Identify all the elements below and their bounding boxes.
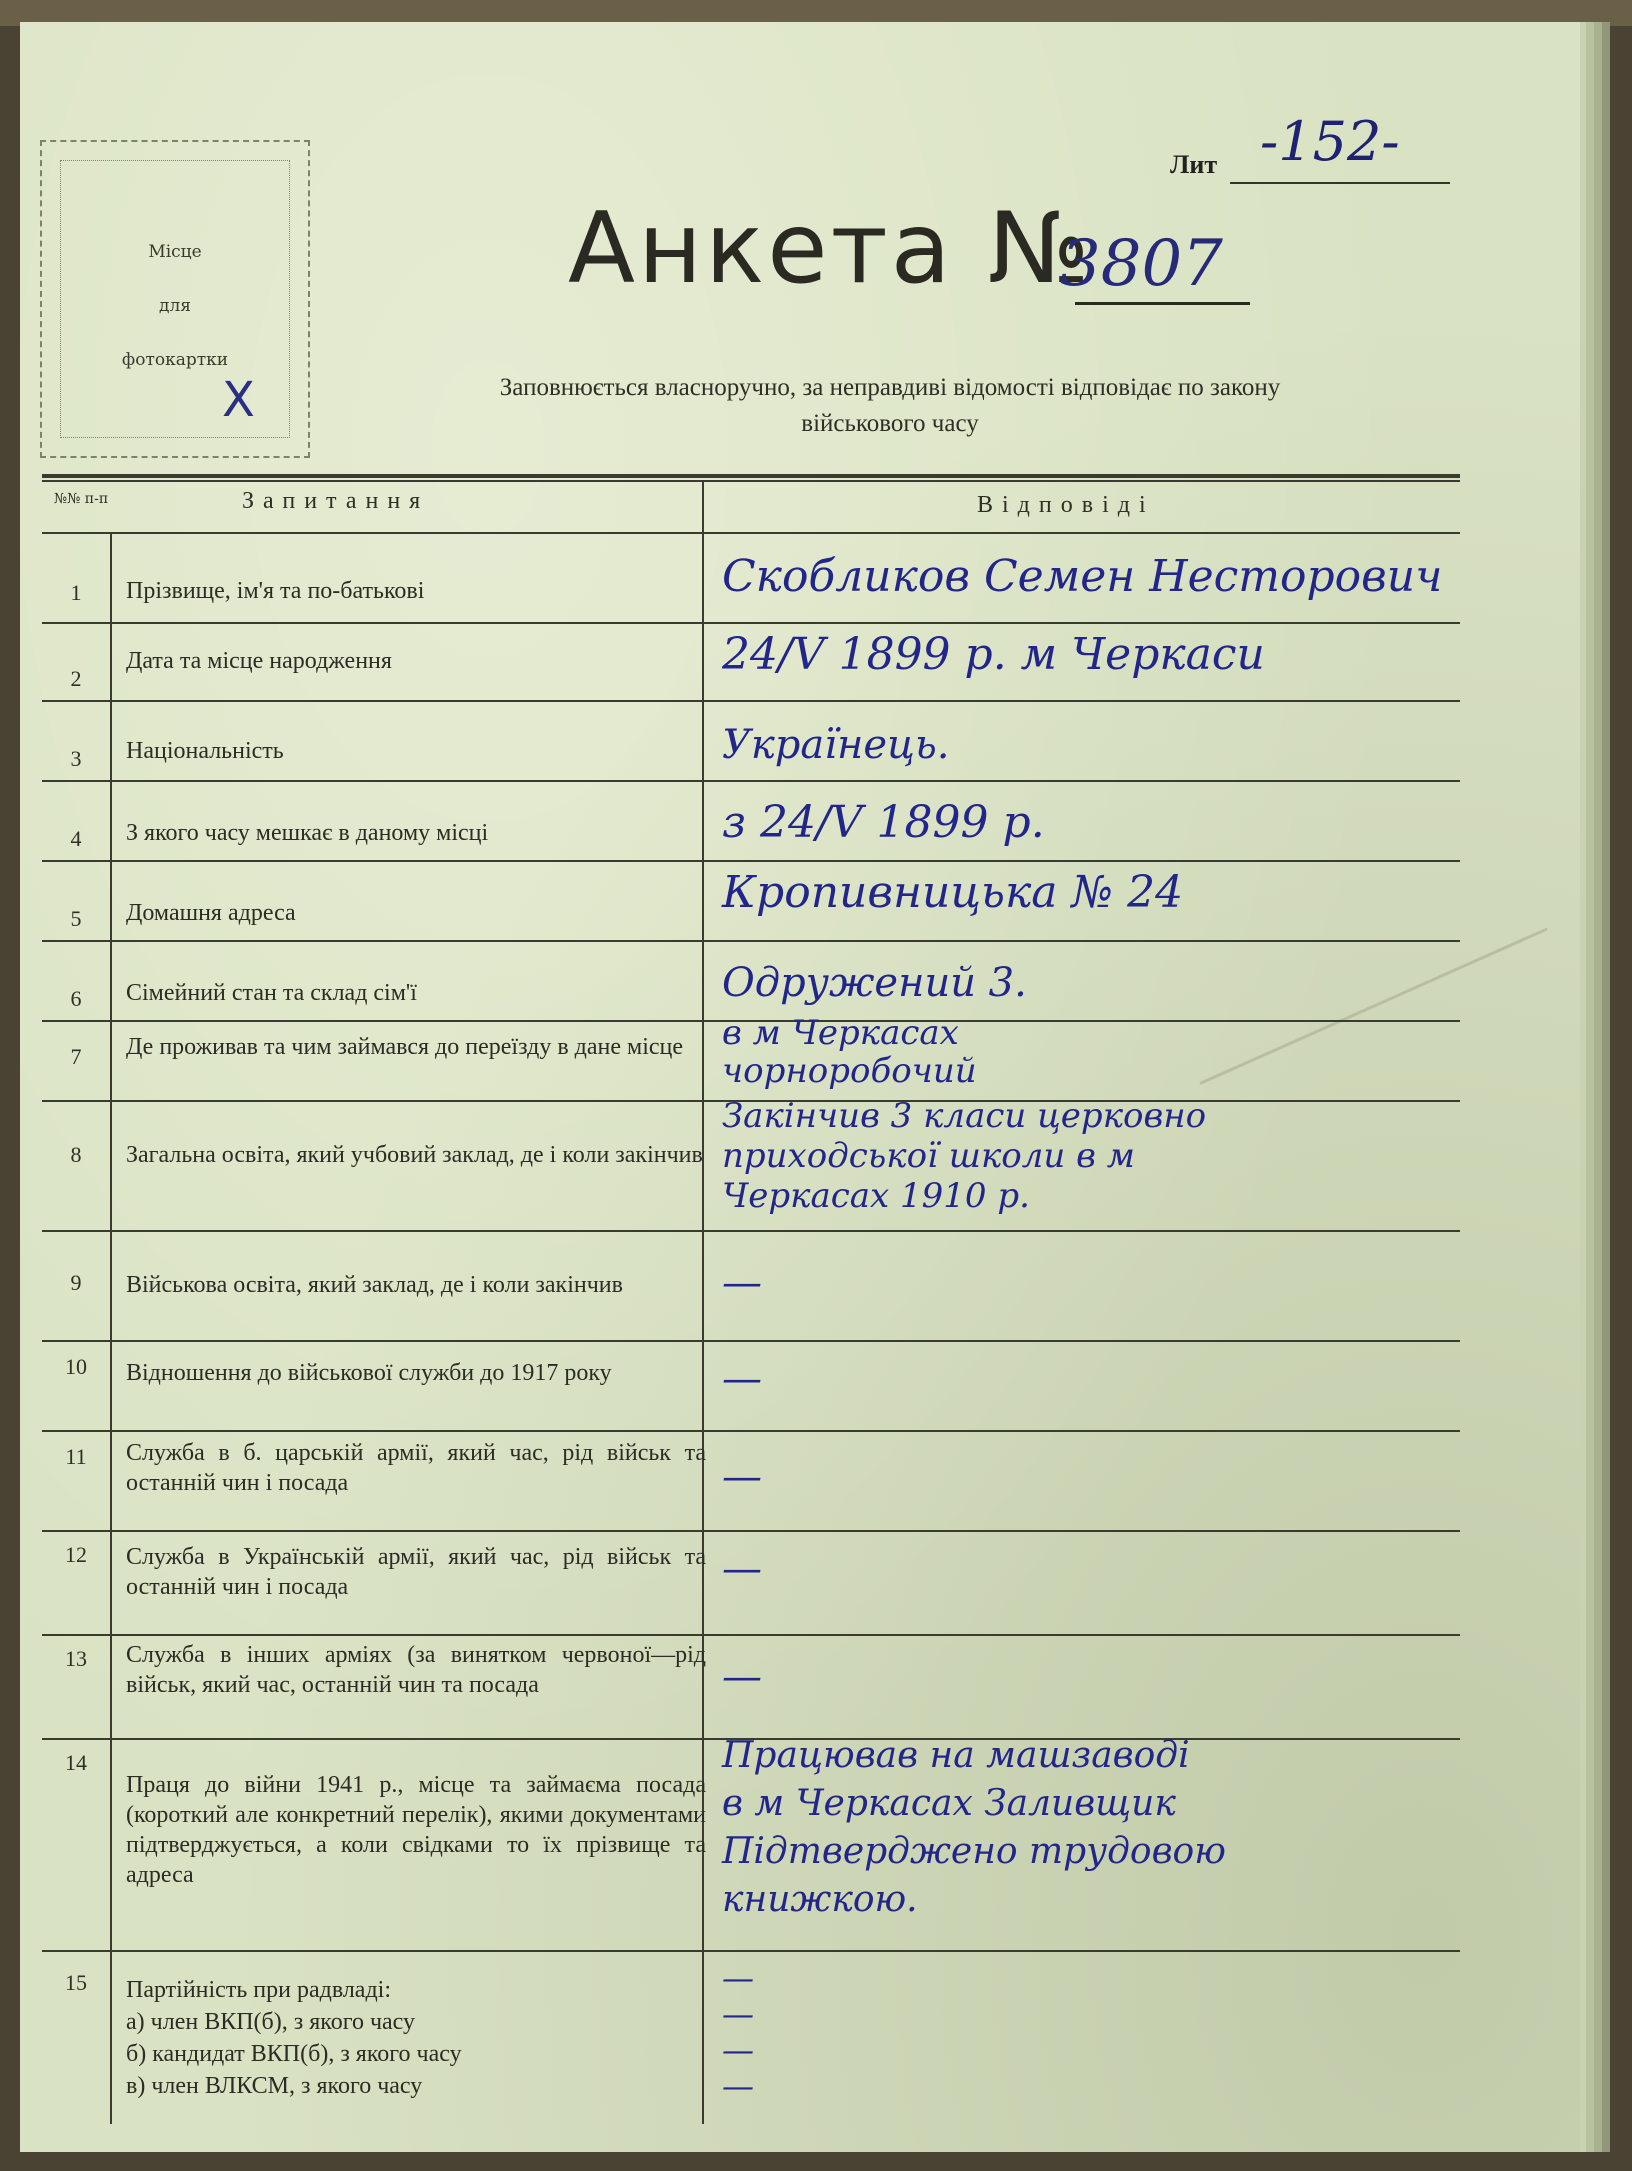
row-question: Дата та місце народження (126, 648, 392, 674)
row-answer: Працював на машзаводі в м Черкасах Заливщик Підтверджено трудовою книжкою. (722, 1735, 1226, 1920)
row-answer: — (722, 1356, 762, 1402)
table-row (42, 1735, 1460, 1950)
row-answer: — — — — (722, 1959, 754, 2105)
row-question: Де проживав та чим займався до переїзду в дане місце (126, 1034, 684, 1060)
row-question: Національність (126, 738, 284, 764)
row-answer: Кропивницька № 24 (722, 867, 1184, 918)
lit-underline (1230, 182, 1450, 184)
row-question: Служба в б. царській армії, який час, рід військ та останній чин і посада (126, 1440, 706, 1496)
row-number: 3 (70, 746, 82, 771)
row-question: Праця до війни 1941 р., місце та займаєма посада (короткий але конкретний перелік), якими документами підтверджується, а коли свідками то їх прізвище та адреса (126, 1772, 706, 1888)
row-question: Служба в Українській армії, який час, рід військ та останній чин і посада (126, 1544, 706, 1600)
photo-label-line3: фотокартки (121, 350, 229, 370)
photo-handwritten-mark: X (222, 372, 255, 428)
table-row (42, 1634, 1460, 1738)
questionnaire-sheet (20, 22, 1580, 2152)
header-answers: Відповіді (977, 492, 1155, 518)
photo-label-line2: для (159, 296, 191, 316)
lit-number: -152- (1260, 110, 1400, 173)
row-question: Домашня адреса (126, 900, 296, 926)
row-number: 12 (65, 1542, 87, 1567)
table-row (42, 1230, 1460, 1340)
row-number: 4 (70, 826, 82, 851)
table-row (42, 1340, 1460, 1430)
row-answer: — (722, 1546, 762, 1592)
table-row (42, 532, 1460, 622)
row-question: Військова освіта, який заклад, де і коли закінчив (126, 1272, 623, 1298)
row-answer: Скобликов Семен Несторович (722, 551, 1443, 602)
table-row (42, 1530, 1460, 1634)
row-number: 2 (70, 666, 82, 691)
row-number: 1 (70, 580, 82, 605)
table-row (42, 700, 1460, 780)
row-question: Відношення до військової служби до 1917 року (126, 1360, 612, 1386)
header-number: №№ п-п (53, 491, 109, 507)
table-row (42, 1950, 1460, 2124)
row-answer: Українець. (722, 722, 950, 768)
row-number: 8 (70, 1142, 82, 1167)
row-answer: 24/V 1899 р. м Черкаси (722, 629, 1265, 680)
row-question: Загальна освіта, який учбовий заклад, де і коли закінчив (126, 1142, 703, 1168)
instructions-line2: військового часу (801, 410, 979, 437)
instructions-line1: Заповнюється власноручно, за неправдиві відомості відповідає по закону (499, 374, 1281, 401)
row-answer: — (722, 1654, 762, 1700)
table-row (42, 622, 1460, 700)
header-questions: Запитання (242, 488, 430, 514)
questionnaire-table (42, 474, 1460, 2124)
photo-placeholder (40, 140, 310, 458)
row-number: 15 (65, 1970, 87, 1995)
form-number: 3807 (1060, 227, 1223, 301)
form-instructions (325, 370, 1455, 442)
form-title: Анкета № (568, 192, 1093, 306)
row-question: Служба в інших арміях (за винятком червоної—рід військ, який час, останній чин та посада (126, 1642, 706, 1698)
row-number: 10 (65, 1354, 87, 1379)
row-answer: Закінчив 3 класи церковно приходської школи в м Черкасах 1910 р. (722, 1096, 1207, 1216)
table-row (42, 780, 1460, 860)
table-row (42, 940, 1460, 1020)
photo-label-line1: Місце (148, 242, 202, 262)
row-number: 9 (70, 1270, 82, 1295)
row-number: 5 (70, 906, 82, 931)
table-row (42, 1096, 1460, 1230)
row-number: 13 (65, 1646, 87, 1671)
row-number: 14 (65, 1750, 87, 1775)
row-number: 11 (65, 1444, 87, 1469)
table-row (42, 1430, 1460, 1530)
table-row (42, 1013, 1460, 1100)
form-number-underline (1075, 302, 1250, 305)
row-answer: — (722, 1260, 762, 1306)
row-answer: Одружений 3. (722, 960, 1027, 1006)
row-answer: в м Черкасах чорноробочий (722, 1013, 977, 1091)
row-question: Прізвище, ім'я та по-батькові (126, 578, 425, 604)
row-question: З якого часу мешкає в даному місці (126, 820, 489, 846)
row-answer: — (722, 1454, 762, 1500)
table-row (42, 860, 1460, 940)
lit-label: Лит (1170, 150, 1218, 179)
row-number: 6 (70, 986, 82, 1011)
row-number: 7 (70, 1044, 82, 1069)
row-question: Партійність при радвладі: а) член ВКП(б), з якого часу б) кандидат ВКП(б), з якого часу в) член ВЛКСМ, з якого часу (126, 1977, 462, 2099)
row-question: Сімейний стан та склад сім'ї (126, 980, 417, 1006)
row-answer: з 24/V 1899 р. (722, 797, 1045, 848)
